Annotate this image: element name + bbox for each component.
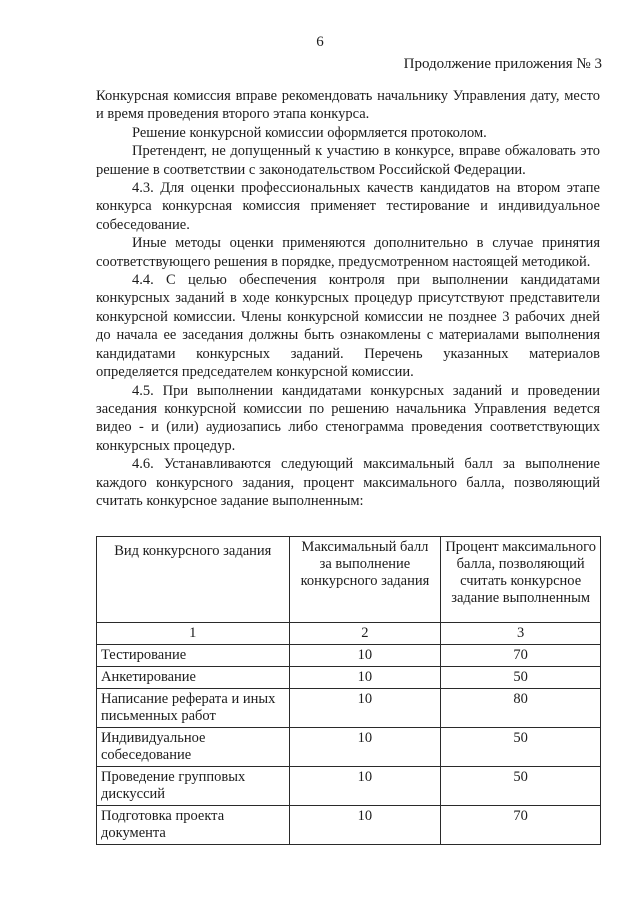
max-score-cell: 10 (289, 728, 441, 767)
max-score-cell: 10 (289, 767, 441, 806)
page-number: 6 (316, 34, 324, 50)
body-text (96, 87, 600, 510)
column-number: 3 (441, 623, 601, 645)
table-row (97, 689, 601, 728)
percent-cell: 50 (441, 728, 601, 767)
table-row (97, 645, 601, 667)
paragraph: Решение конкурсной комиссии оформляется протоколом. (132, 124, 487, 141)
scoring-table (96, 536, 601, 845)
percent-cell: 50 (441, 667, 601, 689)
column-header-percent: Процент максимального балла, позволяющий считать конкурсное задание выполненным (441, 537, 601, 623)
column-header-task-type: Вид конкурсного задания (97, 537, 290, 623)
table-header-row (97, 537, 601, 623)
paragraph: Конкурсная комиссия вправе рекомендовать начальнику Управления дату, место и время проведения второго этапа конкурса. (96, 88, 600, 123)
percent-cell: 50 (441, 767, 601, 806)
percent-cell: 70 (441, 645, 601, 667)
table-row (97, 728, 601, 767)
percent-cell: 80 (441, 689, 601, 728)
max-score-cell: 10 (289, 667, 441, 689)
paragraph-4-6: 4.6. Устанавливаются следующий максимальный балл за выполнение каждого конкурсного задания, процент максимального балла, позволяющий считать конкурсное задание выполненным: (96, 456, 600, 509)
paragraph: Иные методы оценки применяются дополнительно в случае принятия соответствующего решения в порядке, предусмотренном настоящей методикой. (96, 235, 600, 270)
column-number: 2 (289, 623, 441, 645)
paragraph-4-3: 4.3. Для оценки профессиональных качеств кандидатов на втором этапе конкурса конкурсная комиссия применяет тестирование и индивидуальное собеседование. (96, 180, 600, 233)
max-score-cell: 10 (289, 689, 441, 728)
task-name-cell: Написание реферата и иных письменных работ (97, 689, 290, 728)
paragraph-4-4: 4.4. С целью обеспечения контроля при выполнении кандидатами конкурсных заданий в ходе конкурсных процедур присутствуют представители конкурсной комиссии. Члены конкурсной комиссии не позднее 3 рабочих дней до начала ее заседания должны быть ознакомлены с материалами выполнения кандидатами конкурсных заданий. Перечень указанных материалов определяется председателем конкурсной комиссии. (96, 272, 600, 381)
task-name-cell: Тестирование (97, 645, 290, 667)
appendix-continuation-note: Продолжение приложения № 3 (403, 56, 602, 72)
table-row (97, 767, 601, 806)
task-name-cell: Индивидуальное собеседование (97, 728, 290, 767)
task-name-cell: Анкетирование (97, 667, 290, 689)
column-number: 1 (97, 623, 290, 645)
paragraph-4-5: 4.5. При выполнении кандидатами конкурсных заданий и проведении заседания конкурсной комиссии по решению начальника Управления ведется видео - и (или) аудиозапись либо стенограмма проведения соответствующих конкурсных процедур. (96, 382, 600, 454)
task-name-cell: Подготовка проекта документа (97, 806, 290, 845)
column-numbers-row (97, 623, 601, 645)
column-header-max-score: Максимальный балл за выполнение конкурсного задания (289, 537, 441, 623)
table-row (97, 667, 601, 689)
percent-cell: 70 (441, 806, 601, 845)
table-row (97, 806, 601, 845)
max-score-cell: 10 (289, 645, 441, 667)
paragraph: Претендент, не допущенный к участию в конкурсе, вправе обжаловать это решение в соответствии с законодательством Российской Федерации. (96, 143, 600, 178)
task-name-cell: Проведение групповых дискуссий (97, 767, 290, 806)
max-score-cell: 10 (289, 806, 441, 845)
